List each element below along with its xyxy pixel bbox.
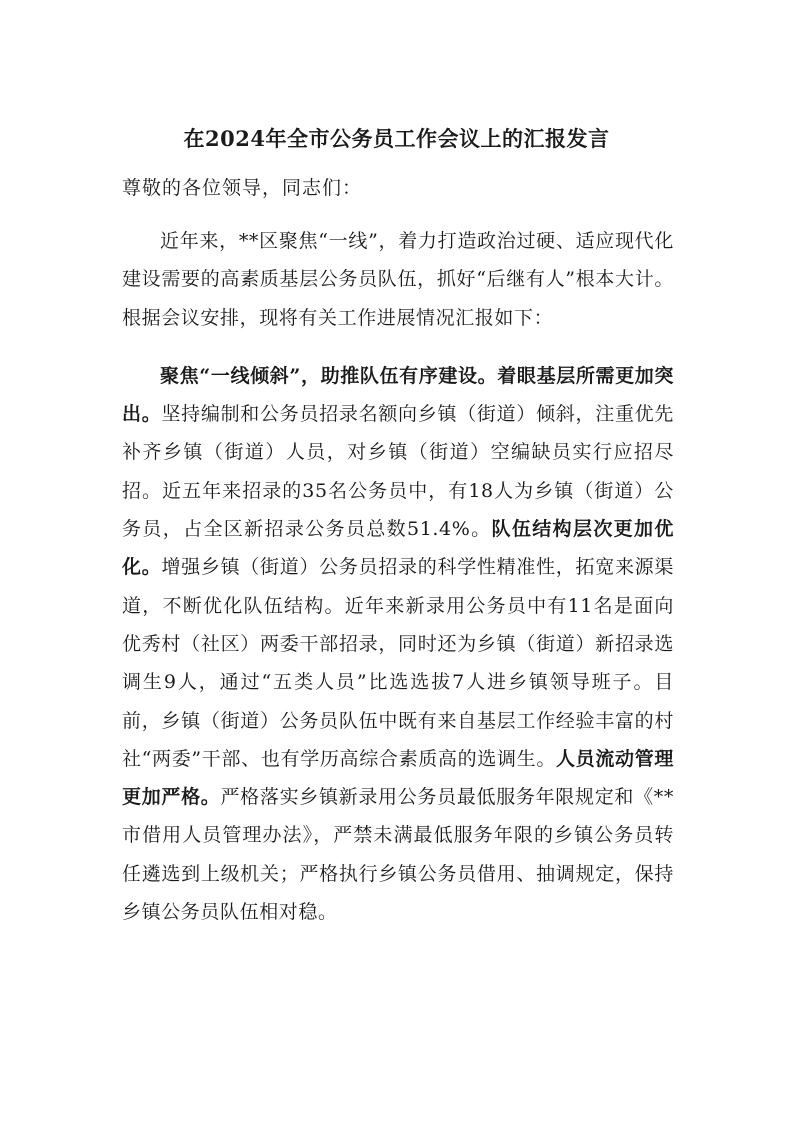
- point1-text: 坚持编制和公务员招录名额向乡镇（街道）倾斜，注重优先补齐乡镇（街道）人员，对乡镇（街道）空编缺员实行应招尽招。近五年来招录的35名公务员中，有18人为乡镇（街道）公务员，占全区新招录公务员总数51.4%。: [122, 403, 674, 541]
- point2-text: 增强乡镇（街道）公务员招录的科学性精准性，拓宽来源渠道，不断优化队伍结构。近年来新录用公务员中有11名是面向优秀村（社区）两委干部招录，同时还为乡镇（街道）新招录选调生9人，通过“五类人员”比选选拔7人进乡镇领导班子。目前，乡镇（街道）公务员队伍中既有来自基层工作经验丰富的村社“两委”干部、也有学历高综合素质高的选调生。: [122, 556, 674, 770]
- section-heading: 聚焦“一线倾斜”，助推队伍有序建设。: [160, 364, 498, 387]
- salutation: 尊敬的各位领导，同志们：: [122, 177, 363, 199]
- point2-heading: 队伍结构层次更加优化。: [122, 518, 674, 579]
- section-paragraph: [122, 357, 674, 931]
- point1-heading: 着眼基层所需更加突出。: [122, 364, 674, 426]
- document-title: 在2024年全市公务员工作会议上的汇报发言: [183, 126, 610, 151]
- document-body: [122, 222, 674, 931]
- point3-heading: 人员流动管理更加严格。: [122, 747, 674, 809]
- intro-paragraph: 近年来，**区聚焦“一线”，着力打造政治过硬、适应现代化建设需要的高素质基层公务员队伍，抓好“后继有人”根本大计。根据会议安排，现将有关工作进展情况汇报如下：: [122, 230, 674, 329]
- point3-text: 严格落实乡镇新录用公务员最低服务年限规定和《**市借用人员管理办法》，严禁未满最低服务年限的乡镇公务员转任遴选到上级机关；严格执行乡镇公务员借用、抽调规定，保持乡镇公务员队伍相对稳。: [122, 786, 674, 924]
